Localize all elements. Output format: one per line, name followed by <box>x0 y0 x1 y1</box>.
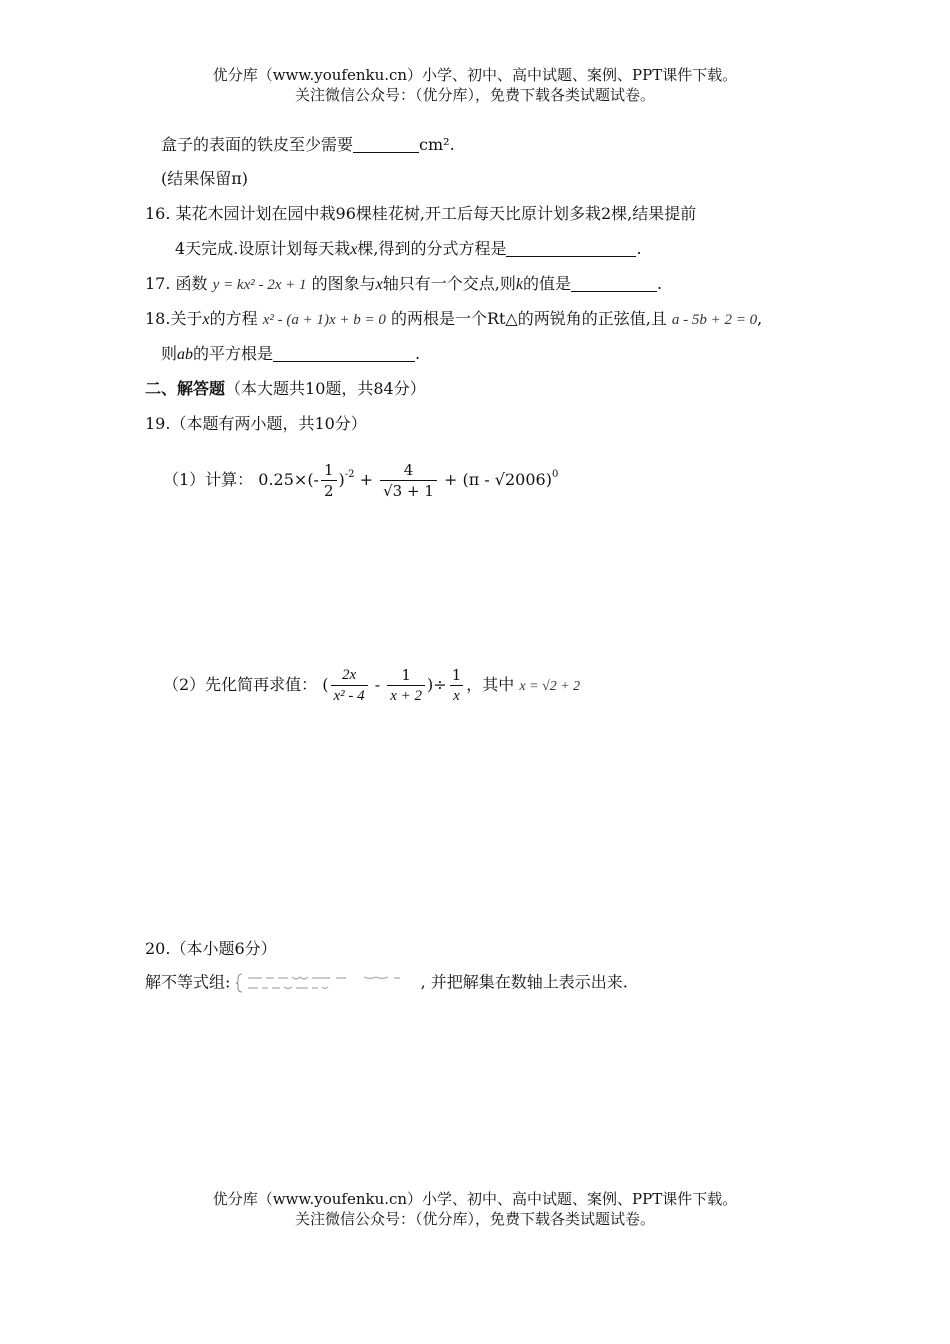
q18-answer-blank[interactable] <box>273 345 415 362</box>
q19-p1-frac1 <box>321 461 337 500</box>
q18-number: 18. <box>145 309 171 328</box>
q16-answer-blank[interactable] <box>506 240 636 257</box>
q17-var-x: x <box>375 276 383 293</box>
q19-p2-value: x = √2 + 2 <box>519 679 581 694</box>
header-line-1: 优分库（www.youfenku.cn）小学、初中、高中试题、案例、PPT课件下载。 <box>212 66 738 84</box>
q19-p1-frac2-num: 4 <box>403 461 414 479</box>
q19-p2-where: ，其中 <box>466 675 515 694</box>
section-2-sub: （本大题共10题，共84分） <box>225 379 426 398</box>
q16-end: . <box>636 239 642 258</box>
footer-line-2: 关注微信公众号：（优分库），免费下载各类试题试卷。 <box>294 1210 655 1228</box>
q19-p1-a: 0.25×(- <box>258 470 319 489</box>
q17-number: 17. <box>145 274 171 293</box>
q18-line-2 <box>161 343 420 366</box>
q18-text-a: 关于 <box>170 309 203 328</box>
q17-line <box>145 273 662 296</box>
q19-part2: （2）先化简再求值： ( $\frac{2x}{\text{x² - 4}}$ - $\frac{1}{x + 2}$ )÷ $\frac{1}{x}$ ，其中 x = √2 + 2 <box>163 666 581 704</box>
q19-p2-frac2-num: 1 <box>401 666 411 684</box>
q19-p2-frac2 <box>387 666 425 705</box>
q19-p2-div: )÷ <box>427 675 447 694</box>
q15-text: 盒子的表面的铁皮至少需要 <box>161 135 354 154</box>
q15-note: (结果保留π) <box>161 169 249 188</box>
q15-line <box>161 134 455 156</box>
q18-formula: x² - (a + 1)x + b = 0 <box>262 312 386 328</box>
q19-p2-label: （2）先化简再求值： <box>163 675 318 694</box>
q17-text-d: 的值是 <box>522 274 571 293</box>
q19-p1-label: （1）计算： <box>163 470 254 489</box>
q17-text-a: 函数 <box>175 274 208 293</box>
q19-p2-frac2-den: x + 2 <box>387 685 425 705</box>
q18-text-c: 的两根是一个Rt△的两锐角的正弦值,且 <box>390 309 667 328</box>
q19-title: 19.（本题有两小题，共10分） <box>145 414 367 433</box>
q17-text-c: 轴只有一个交点,则 <box>382 274 516 293</box>
q20-text-a: 解不等式组: <box>145 972 231 992</box>
q18-var-ab: ab <box>177 346 194 363</box>
inequality-system-image <box>236 971 416 995</box>
q19-p2-frac3-num: 1 <box>451 666 462 684</box>
q17-var-k: k <box>515 276 523 293</box>
q19-p1-frac1-num: 1 <box>323 461 334 479</box>
q15-answer-blank[interactable] <box>353 136 419 153</box>
q16-number: 16. <box>145 204 171 223</box>
q18-end: . <box>415 344 421 363</box>
q16-var: x <box>350 241 358 258</box>
q17-formula: y = kx² - 2x + 1 <box>212 277 307 293</box>
q18-var-x: x <box>202 311 210 328</box>
q19-p2-frac3-den: x <box>450 685 463 705</box>
q19-p2-frac1-num: 2x <box>342 667 357 683</box>
q20-title: 20.（本小题6分） <box>145 939 277 958</box>
q18-text-2a: 则 <box>161 344 178 363</box>
q16-text-2b: 棵,得到的分式方程是 <box>357 239 507 258</box>
q20-line <box>145 971 628 1001</box>
q19-p1-plus: + <box>359 470 374 489</box>
q16-text-1: 某花木园计划在园中栽96棵桂花树,开工后每天比原计划多栽2棵,结果提前 <box>175 204 697 223</box>
q17-end: . <box>656 274 663 293</box>
q17-text-b: 的图象与 <box>311 274 376 293</box>
q19-p2-minus: - <box>374 675 381 694</box>
q16-line-2 <box>175 238 642 261</box>
header-line-2: 关注微信公众号：（优分库），免费下载各类试题试卷。 <box>294 86 655 104</box>
q18-formula-2: a - 5b + 2 = 0 <box>671 312 758 328</box>
q20-text-b: , 并把解集在数轴上表示出来. <box>420 972 628 992</box>
q19-p1-b: + (π - √2006) <box>443 470 552 489</box>
q18-text-b: 的方程 <box>209 309 258 328</box>
q16-line-1 <box>145 203 696 225</box>
q19-p2-frac1-den: x² - 4 <box>331 685 368 705</box>
q16-text-2a: 4天完成.设原计划每天栽 <box>175 239 351 258</box>
q19-p2-frac3 <box>449 666 465 705</box>
q17-answer-blank[interactable] <box>571 275 657 292</box>
footer-line-1: 优分库（www.youfenku.cn）小学、初中、高中试题、案例、PPT课件下载。 <box>212 1190 738 1208</box>
q18-line-1 <box>145 308 762 331</box>
q19-part1: （1）计算： 0.25×(- $\frac{1}{2}$ )$^{-2}$ + $\frac{4}{√3 + 1}$ + (π - √2006)$^0$ <box>163 461 559 500</box>
section-2-title: 二、解答题 <box>145 379 226 398</box>
q19-p1-frac2 <box>380 461 437 500</box>
q18-comma: , <box>757 309 763 328</box>
section-2-heading <box>145 378 426 400</box>
q19-p1-exp: -2 <box>344 469 355 480</box>
q19-p1-frac1-den: 2 <box>321 480 337 500</box>
q19-p1-frac2-den: √3 + 1 <box>380 480 437 500</box>
q18-text-2b: 的平方根是 <box>193 344 274 363</box>
q15-unit: cm². <box>419 135 455 154</box>
q19-p1-exp0: 0 <box>551 469 559 480</box>
q19-p2-frac1 <box>331 666 368 705</box>
